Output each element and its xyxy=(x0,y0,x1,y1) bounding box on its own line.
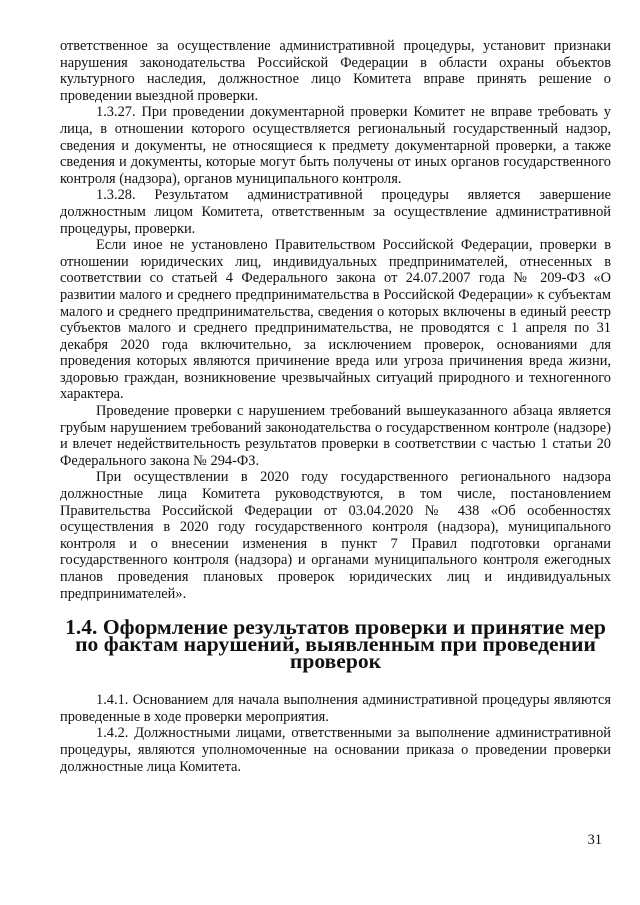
paragraph-1-4-2: 1.4.2. Должностными лицами, ответственными за выполнение административной процедуры, являются уполномоченные на основании приказа о проведении проверки должностные лица Комитета. xyxy=(60,725,611,775)
document-page xyxy=(60,38,611,775)
paragraph-1-4-1: 1.4.1. Основанием для начала выполнения административной процедуры являются проведенные в ходе проверки мероприятия. xyxy=(60,692,611,725)
paragraph-1-3-27: 1.3.27. При проведении документарной проверки Комитет не вправе требовать у лица, в отношении которого осуществляется региональный государственный надзор, сведения и документы, не относящиеся к предмету документарной проверки, а также сведения и документы, которые могут быть получены от иных органов государственного контроля (надзора), органов муниципального контроля. xyxy=(60,104,611,187)
paragraph-1-3-28: 1.3.28. Результатом административной процедуры является завершение должностным лицом Комитета, ответственным за осуществление административной процедуры, проверки. xyxy=(60,187,611,237)
page-number: 31 xyxy=(587,832,602,848)
paragraph-continuation: ответственное за осуществление административной процедуры, установит признаки нарушения законодательства Российской Федерации в области охраны объектов культурного наследия, должностное лицо Комитета вправе принять решение о проведении выездной проверки. xyxy=(60,38,611,104)
section-heading: 1.4. Оформление результатов проверки и принятие мер по фактам нарушений, выявленным при проведении проверок xyxy=(65,615,606,674)
paragraph-inspection-exception: Если иное не установлено Правительством Российской Федерации, проверки в отношении юридических лиц, индивидуальных предпринимателей, отнесенных в соответствии со статьей 4 Федерального закона от 24.07.2007 года № 209-ФЗ «О развитии малого и среднего предпринимательства в Российской Федерации» к субъектам малого и среднего предпринимательства, сведения о которых включены в единый реестр субъектов малого и среднего предпринимательства, не проводятся с 1 апреля по 31 декабря 2020 года включительно, за исключением проверок, основаниями для проведения которых являются причинение вреда или угроза причинения вреда жизни, здоровью граждан, возникновение чрезвычайных ситуаций природного и техногенного характера. xyxy=(60,237,611,403)
paragraph-gross-violation: Проведение проверки с нарушением требований вышеуказанного абзаца является грубым нарушением требований законодательства о государственном контроле (надзоре) и влечет недействительность результатов проверки в соответствии с частью 1 статьи 20 Федерального закона № 294-ФЗ. xyxy=(60,403,611,469)
paragraph-government-decree: При осуществлении в 2020 году государственного регионального надзора должностные лица Комитета руководствуются, в том числе, постановлением Правительства Российской Федерации от 03.04.2020 № 438 «Об особенностях осуществления в 2020 году государственного контроля (надзора), муниципального контроля и о внесении изменения в пункт 7 Правил подготовки органами государственного контроля (надзора) и органами муниципального контроля ежегодных планов проведения плановых проверок юридических лиц и индивидуальных предпринимателей». xyxy=(60,469,611,602)
